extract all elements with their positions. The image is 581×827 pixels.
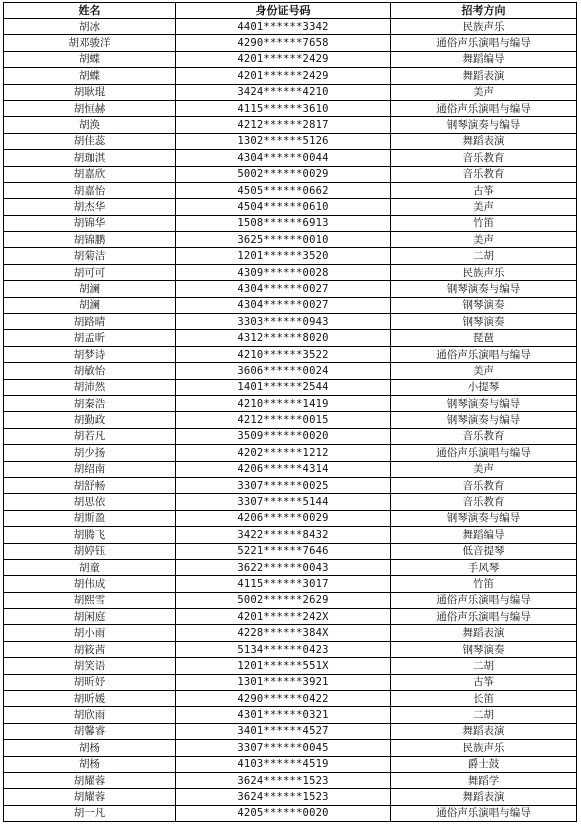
id-number-cell: 4401******3342 xyxy=(176,19,391,35)
table-row xyxy=(4,428,577,444)
id-number-cell: 4206******0029 xyxy=(176,510,391,526)
name-cell: 胡澜 xyxy=(4,281,176,297)
exam-direction-cell: 古筝 xyxy=(391,182,577,198)
table-row xyxy=(4,772,577,788)
name-cell: 胡若凡 xyxy=(4,428,176,444)
name-cell: 胡澜 xyxy=(4,297,176,313)
exam-direction-cell: 舞蹈学 xyxy=(391,772,577,788)
id-number-cell: 4201******2429 xyxy=(176,51,391,67)
table-row xyxy=(4,592,577,608)
exam-direction-cell: 音乐教育 xyxy=(391,494,577,510)
name-cell: 胡思依 xyxy=(4,494,176,510)
name-cell: 胡舒畅 xyxy=(4,477,176,493)
id-number-cell: 1401******2544 xyxy=(176,379,391,395)
name-cell: 胡佳蕊 xyxy=(4,133,176,149)
id-number-cell: 4290******0422 xyxy=(176,691,391,707)
table-row xyxy=(4,395,577,411)
document-page xyxy=(3,2,576,822)
name-cell: 胡腾飞 xyxy=(4,527,176,543)
table-row xyxy=(4,707,577,723)
name-cell: 胡可可 xyxy=(4,264,176,280)
name-cell: 胡熙雪 xyxy=(4,592,176,608)
exam-direction-cell: 音乐教育 xyxy=(391,477,577,493)
table-row xyxy=(4,199,577,215)
table-row xyxy=(4,346,577,362)
id-number-cell: 3307******5144 xyxy=(176,494,391,510)
table-row xyxy=(4,84,577,100)
exam-direction-cell: 音乐教育 xyxy=(391,150,577,166)
name-cell: 胡路晴 xyxy=(4,314,176,330)
table-row xyxy=(4,133,577,149)
name-cell: 胡耿琨 xyxy=(4,84,176,100)
id-number-cell: 3622******0043 xyxy=(176,559,391,575)
id-number-cell: 3307******0045 xyxy=(176,740,391,756)
exam-direction-cell: 钢琴演奏与编导 xyxy=(391,117,577,133)
id-number-cell: 1301******3921 xyxy=(176,674,391,690)
exam-direction-cell: 民族声乐 xyxy=(391,740,577,756)
name-cell: 胡锦华 xyxy=(4,215,176,231)
table-row xyxy=(4,559,577,575)
name-cell: 胡笑语 xyxy=(4,658,176,674)
exam-direction-cell: 钢琴演奏 xyxy=(391,641,577,657)
exam-direction-cell: 美声 xyxy=(391,461,577,477)
table-row xyxy=(4,723,577,739)
id-number-cell: 3307******0025 xyxy=(176,477,391,493)
table-row xyxy=(4,641,577,657)
exam-direction-cell: 通俗声乐演唱与编导 xyxy=(391,100,577,116)
table-row xyxy=(4,445,577,461)
exam-direction-cell: 舞蹈表演 xyxy=(391,789,577,805)
id-number-cell: 4212******2817 xyxy=(176,117,391,133)
name-cell: 胡杨 xyxy=(4,740,176,756)
name-cell: 胡伟成 xyxy=(4,576,176,592)
id-number-cell: 5002******0029 xyxy=(176,166,391,182)
header-id-number: 身份证号码 xyxy=(176,3,391,19)
header-exam-direction: 招考方向 xyxy=(391,3,577,19)
id-number-cell: 4309******0028 xyxy=(176,264,391,280)
name-cell: 胡冰 xyxy=(4,19,176,35)
id-number-cell: 4505******0662 xyxy=(176,182,391,198)
exam-direction-cell: 低音提琴 xyxy=(391,543,577,559)
exam-direction-cell: 通俗声乐演唱与编导 xyxy=(391,346,577,362)
id-number-cell: 4115******3017 xyxy=(176,576,391,592)
id-number-cell: 3624******1523 xyxy=(176,772,391,788)
name-cell: 胡恒赫 xyxy=(4,100,176,116)
id-number-cell: 3401******4527 xyxy=(176,723,391,739)
exam-direction-cell: 钢琴演奏 xyxy=(391,297,577,313)
table-row xyxy=(4,297,577,313)
name-cell: 胡闲庭 xyxy=(4,609,176,625)
exam-direction-cell: 民族声乐 xyxy=(391,264,577,280)
name-cell: 胡敏怡 xyxy=(4,363,176,379)
name-cell: 胡蝶 xyxy=(4,68,176,84)
name-cell: 胡杰华 xyxy=(4,199,176,215)
exam-direction-cell: 手风琴 xyxy=(391,559,577,575)
exam-direction-cell: 音乐教育 xyxy=(391,166,577,182)
id-number-cell: 4210******3522 xyxy=(176,346,391,362)
id-number-cell: 4115******3610 xyxy=(176,100,391,116)
header-name: 姓名 xyxy=(4,3,176,19)
id-number-cell: 4205******0020 xyxy=(176,805,391,821)
id-number-cell: 1302******5126 xyxy=(176,133,391,149)
exam-direction-cell: 美声 xyxy=(391,232,577,248)
name-cell: 胡沛然 xyxy=(4,379,176,395)
exam-direction-cell: 钢琴演奏与编导 xyxy=(391,510,577,526)
name-cell: 胡绍南 xyxy=(4,461,176,477)
table-row xyxy=(4,215,577,231)
name-cell: 胡馨睿 xyxy=(4,723,176,739)
table-row xyxy=(4,756,577,772)
name-cell: 胡嘉怡 xyxy=(4,182,176,198)
id-number-cell: 3424******4210 xyxy=(176,84,391,100)
name-cell: 胡涣 xyxy=(4,117,176,133)
name-cell: 胡婷钰 xyxy=(4,543,176,559)
id-number-cell: 3422******8432 xyxy=(176,527,391,543)
id-number-cell: 4201******2429 xyxy=(176,68,391,84)
name-cell: 胡珈淇 xyxy=(4,150,176,166)
exam-direction-cell: 二胡 xyxy=(391,707,577,723)
exam-direction-cell: 美声 xyxy=(391,84,577,100)
name-cell: 胡昕妤 xyxy=(4,674,176,690)
table-row xyxy=(4,609,577,625)
exam-direction-cell: 二胡 xyxy=(391,658,577,674)
id-number-cell: 1508******6913 xyxy=(176,215,391,231)
name-cell: 胡耀蓉 xyxy=(4,772,176,788)
exam-direction-cell: 民族声乐 xyxy=(391,19,577,35)
name-cell: 胡勤政 xyxy=(4,412,176,428)
exam-direction-cell: 通俗声乐演唱与编导 xyxy=(391,445,577,461)
exam-direction-cell: 音乐教育 xyxy=(391,428,577,444)
id-number-cell: 5134******0423 xyxy=(176,641,391,657)
id-number-cell: 4201******242X xyxy=(176,609,391,625)
exam-direction-cell: 通俗声乐演唱与编导 xyxy=(391,592,577,608)
table-row xyxy=(4,19,577,35)
exam-direction-cell: 通俗声乐演唱与编导 xyxy=(391,805,577,821)
name-cell: 胡童 xyxy=(4,559,176,575)
name-cell: 胡斯盈 xyxy=(4,510,176,526)
exam-direction-cell: 美声 xyxy=(391,363,577,379)
id-number-cell: 3624******1523 xyxy=(176,789,391,805)
id-number-cell: 4103******4519 xyxy=(176,756,391,772)
table-row xyxy=(4,379,577,395)
exam-direction-cell: 钢琴演奏与编导 xyxy=(391,395,577,411)
table-row xyxy=(4,461,577,477)
table-row xyxy=(4,166,577,182)
id-number-cell: 4202******1212 xyxy=(176,445,391,461)
exam-direction-cell: 通俗声乐演唱与编导 xyxy=(391,35,577,51)
table-row xyxy=(4,68,577,84)
table-row xyxy=(4,35,577,51)
table-row xyxy=(4,691,577,707)
name-cell: 胡杨 xyxy=(4,756,176,772)
table-row xyxy=(4,674,577,690)
id-number-cell: 4290******7658 xyxy=(176,35,391,51)
exam-direction-cell: 舞蹈编导 xyxy=(391,527,577,543)
table-row xyxy=(4,543,577,559)
name-cell: 胡秦浩 xyxy=(4,395,176,411)
name-cell: 胡昕媛 xyxy=(4,691,176,707)
name-cell: 胡少扬 xyxy=(4,445,176,461)
id-number-cell: 5002******2629 xyxy=(176,592,391,608)
table-row xyxy=(4,477,577,493)
applicant-table xyxy=(3,2,577,822)
exam-direction-cell: 舞蹈表演 xyxy=(391,68,577,84)
name-cell: 胡菊洁 xyxy=(4,248,176,264)
id-number-cell: 1201******3520 xyxy=(176,248,391,264)
table-row xyxy=(4,281,577,297)
name-cell: 胡筱茜 xyxy=(4,641,176,657)
table-row xyxy=(4,117,577,133)
name-cell: 胡邓骏洋 xyxy=(4,35,176,51)
table-row xyxy=(4,412,577,428)
exam-direction-cell: 爵士鼓 xyxy=(391,756,577,772)
name-cell: 胡小雨 xyxy=(4,625,176,641)
name-cell: 胡锦鹏 xyxy=(4,232,176,248)
table-row xyxy=(4,314,577,330)
id-number-cell: 4304******0044 xyxy=(176,150,391,166)
id-number-cell: 4228******384X xyxy=(176,625,391,641)
table-row xyxy=(4,658,577,674)
id-number-cell: 4504******0610 xyxy=(176,199,391,215)
id-number-cell: 1201******551X xyxy=(176,658,391,674)
exam-direction-cell: 长笛 xyxy=(391,691,577,707)
table-row xyxy=(4,510,577,526)
exam-direction-cell: 舞蹈表演 xyxy=(391,625,577,641)
exam-direction-cell: 竹笛 xyxy=(391,576,577,592)
id-number-cell: 4212******0015 xyxy=(176,412,391,428)
name-cell: 胡一凡 xyxy=(4,805,176,821)
table-row xyxy=(4,150,577,166)
exam-direction-cell: 通俗声乐演唱与编导 xyxy=(391,609,577,625)
table-row xyxy=(4,100,577,116)
name-cell: 胡梦诗 xyxy=(4,346,176,362)
id-number-cell: 4301******0321 xyxy=(176,707,391,723)
exam-direction-cell: 二胡 xyxy=(391,248,577,264)
table-row xyxy=(4,330,577,346)
table-row xyxy=(4,232,577,248)
id-number-cell: 4312******8020 xyxy=(176,330,391,346)
name-cell: 胡蝶 xyxy=(4,51,176,67)
exam-direction-cell: 琵琶 xyxy=(391,330,577,346)
table-row xyxy=(4,805,577,821)
exam-direction-cell: 舞蹈表演 xyxy=(391,133,577,149)
table-header-row xyxy=(4,3,577,19)
id-number-cell: 3625******0010 xyxy=(176,232,391,248)
name-cell: 胡嘉欣 xyxy=(4,166,176,182)
id-number-cell: 4206******4314 xyxy=(176,461,391,477)
name-cell: 胡欣雨 xyxy=(4,707,176,723)
table-row xyxy=(4,625,577,641)
id-number-cell: 3606******0024 xyxy=(176,363,391,379)
id-number-cell: 3509******0020 xyxy=(176,428,391,444)
id-number-cell: 4304******0027 xyxy=(176,281,391,297)
table-body xyxy=(4,19,577,822)
table-row xyxy=(4,789,577,805)
id-number-cell: 3303******0943 xyxy=(176,314,391,330)
table-row xyxy=(4,527,577,543)
table-row xyxy=(4,248,577,264)
table-row xyxy=(4,182,577,198)
id-number-cell: 5221******7646 xyxy=(176,543,391,559)
exam-direction-cell: 舞蹈编导 xyxy=(391,51,577,67)
exam-direction-cell: 美声 xyxy=(391,199,577,215)
table-row xyxy=(4,494,577,510)
id-number-cell: 4210******1419 xyxy=(176,395,391,411)
exam-direction-cell: 古筝 xyxy=(391,674,577,690)
name-cell: 胡耀蓉 xyxy=(4,789,176,805)
exam-direction-cell: 钢琴演奏与编导 xyxy=(391,281,577,297)
exam-direction-cell: 钢琴演奏 xyxy=(391,314,577,330)
name-cell: 胡孟昕 xyxy=(4,330,176,346)
exam-direction-cell: 小提琴 xyxy=(391,379,577,395)
table-row xyxy=(4,51,577,67)
table-row xyxy=(4,264,577,280)
exam-direction-cell: 钢琴演奏与编导 xyxy=(391,412,577,428)
id-number-cell: 4304******0027 xyxy=(176,297,391,313)
exam-direction-cell: 舞蹈表演 xyxy=(391,723,577,739)
table-row xyxy=(4,740,577,756)
exam-direction-cell: 竹笛 xyxy=(391,215,577,231)
table-row xyxy=(4,363,577,379)
table-row xyxy=(4,576,577,592)
